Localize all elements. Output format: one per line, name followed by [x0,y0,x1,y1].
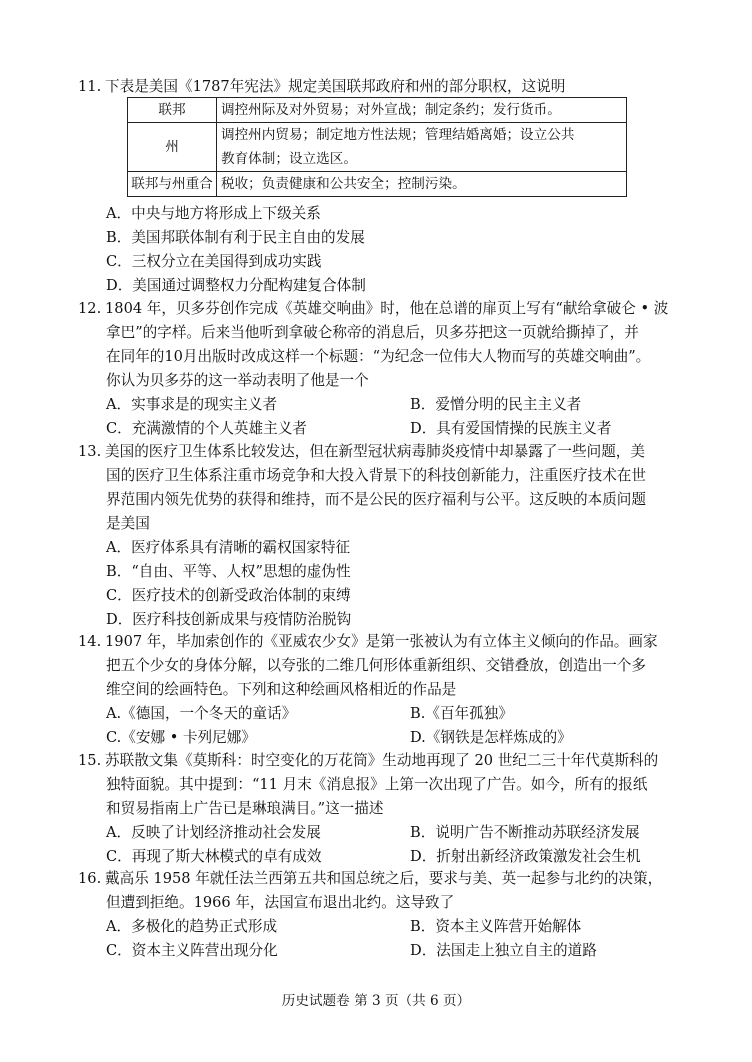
option-d[interactable]: D．具有爱国情操的民族主义者 [410,420,612,437]
option-row [78,393,648,417]
option-b[interactable]: B.《百年孤独》 [410,705,513,722]
stem-line: 把五个少女的身体分解，以夸张的二维几何形体重新组织、交错叠放，创造出一个多 [106,657,646,674]
stem-line: 国的医疗卫生体系注重市场竞争和大投入背景下的科技创新能力，注重医疗技术在世 [106,467,646,484]
table-row-content [217,172,627,197]
option-d[interactable]: D.《钢铁是怎样炼成的》 [410,729,572,746]
table-cell-text: 调控州内贸易；制定地方性法规；管理结婚离婚；设立公共 [221,127,575,143]
option-a[interactable]: A．实事求是的现实主义者 [106,396,278,413]
option-b[interactable]: B．“自由、平等、人权”思想的虚伪性 [106,563,351,580]
question-stem [78,440,648,464]
option-row [78,821,648,845]
stem-line: 1804 年，贝多芬创作完成《英雄交响曲》时，他在总谱的扉页上写有“献给拿破仑 • 波 [105,300,669,317]
table-row-content [217,98,627,123]
option-row [78,915,648,939]
stem-line: 1907 年，毕加索创作的《亚威农少女》是第一张被认为有立体主义倾向的作品。画家 [105,633,658,650]
option-b[interactable]: B．资本主义阵营开始解体 [410,918,582,935]
option-c[interactable]: C．医疗技术的创新受政治体制的束缚 [106,587,351,604]
stem-line: 维空间的绘画特色。下列和这种绘画风格相近的作品是 [106,681,457,698]
question-16 [78,867,663,963]
table-cell-text: 税收；负责健康和公共安全；控制污染。 [221,176,466,192]
table-row [128,123,627,172]
question-stem [78,749,659,773]
powers-table [127,97,627,197]
question-14 [78,630,658,750]
stem-line: 是美国 [106,515,150,532]
stem-line: 界范围内领先优势的获得和维持，而不是公民的医疗福利与公平。这反映的本质问题 [106,491,646,508]
option-b[interactable]: B．说明广告不断推动苏联经济发展 [410,824,640,841]
question-number: 13. [78,443,102,460]
stem-line: 下表是美国《1787年宪法》规定美国联邦政府和州的部分职权，这说明 [105,78,566,95]
question-number: 12. [78,300,102,317]
table-cell-text: 调控州际及对外贸易；对外宣战；制定条约；发行货币。 [221,102,561,118]
option-d[interactable]: D．美国通过调整权力分配构建复合体制 [106,277,366,294]
stem-line: 和贸易指南上广告已是琳琅满目。”这一描述 [106,800,384,817]
question-12 [78,297,669,441]
stem-line: 拿巴”的字样。后来当他听到拿破仑称帝的消息后，贝多芬把这一页就给撕掉了，并 [106,324,639,341]
option-row [78,417,648,441]
option-b[interactable]: B．爱憎分明的民主主义者 [410,396,582,413]
option-d[interactable]: D．法国走上独立自主的道路 [410,942,597,959]
stem-line: 你认为贝多芬的这一举动表明了他是一个 [106,372,369,389]
question-13 [78,440,648,632]
question-number: 16. [78,870,102,887]
option-c[interactable]: C．充满激情的个人英雄主义者 [106,420,307,437]
option-row [78,702,648,726]
table-row-label: 联邦 [128,98,217,123]
stem-line: 戴高乐 1958 年就任法兰西第五共和国总统之后，要求与美、英一起参与北约的决策， [105,870,663,887]
option-a[interactable]: A．多极化的趋势正式形成 [106,918,278,935]
option-c[interactable]: C.《安娜 • 卡列尼娜》 [106,729,256,746]
question-stem [78,630,658,654]
table-row [128,172,627,197]
option-a[interactable]: A．中央与地方将形成上下级关系 [106,205,321,222]
option-d[interactable]: D．医疗科技创新成果与疫情防治脱钩 [106,611,352,628]
question-stem [78,75,648,99]
question-number: 11. [78,78,102,95]
option-d[interactable]: D．折射出新经济政策激发社会生机 [410,848,641,865]
table-row-label: 州 [128,123,217,172]
table-row [128,98,627,123]
table-row-label: 联邦与州重合 [128,172,217,197]
option-row [78,726,648,750]
option-a[interactable]: A．反映了计划经济推动社会发展 [106,824,321,841]
option-c[interactable]: C．再现了斯大林模式的卓有成效 [106,848,322,865]
table-row-content [217,123,627,172]
question-15 [78,749,659,869]
option-row [78,939,648,963]
stem-line: 但遭到拒绝。1966 年，法国宣布退出北约。这导致了 [106,894,455,911]
option-a[interactable]: A．医疗体系具有清晰的霸权国家特征 [106,539,351,556]
option-c[interactable]: C．资本主义阵营出现分化 [106,942,278,959]
option-b[interactable]: B．美国邦联体制有利于民主自由的发展 [106,229,365,246]
stem-line: 独特面貌。其中提到：“11 月末《消息报》上第一次出现了广告。如今，所有的报纸 [106,776,648,793]
table-cell-text: 教育体制；设立选区。 [221,151,357,167]
question-number: 14. [78,633,102,650]
stem-line: 美国的医疗卫生体系比较发达，但在新型冠状病毒肺炎疫情中却暴露了一些问题，美 [105,443,645,460]
question-stem [78,867,663,891]
question-11-options [78,202,648,298]
stem-line: 在同年的10月出版时改成这样一个标题：“为纪念一位伟大人物而写的英雄交响曲”。 [106,348,651,365]
option-a[interactable]: A.《德国，一个冬天的童话》 [106,705,297,722]
option-row [78,845,648,869]
question-number: 15. [78,752,102,769]
question-stem [78,297,669,321]
question-11 [78,75,648,99]
option-c[interactable]: C．三权分立在美国得到成功实践 [106,253,322,270]
page-footer: 历史试题卷 第 3 页（共 6 页） [281,993,471,1009]
stem-line: 苏联散文集《莫斯科：时空变化的万花筒》生动地再现了 20 世纪二三十年代莫斯科的 [105,752,659,769]
